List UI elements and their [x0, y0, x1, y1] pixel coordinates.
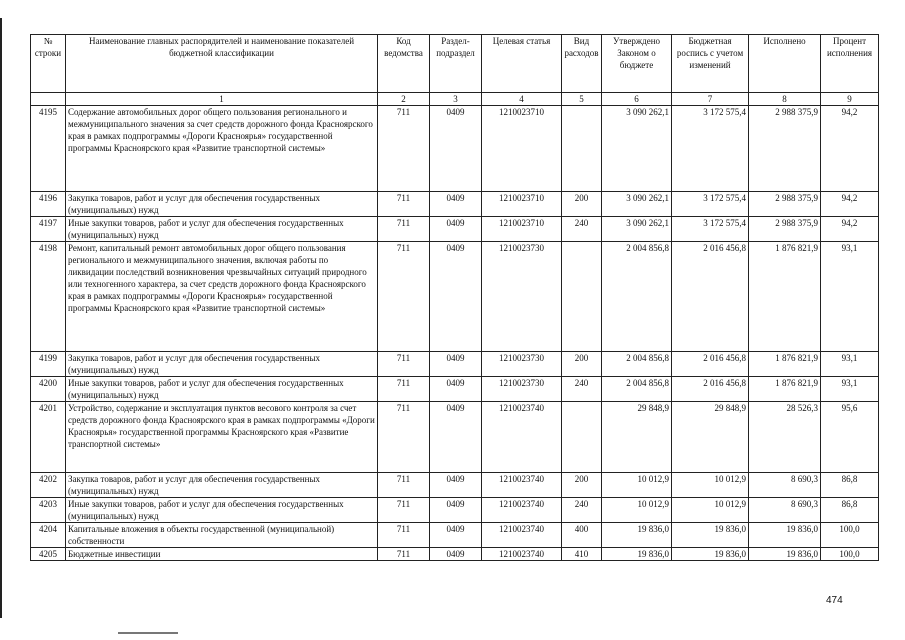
header-row-number: № строки: [31, 35, 66, 93]
executed-amount-cell: 1 876 821,9: [749, 352, 821, 377]
row-number-cell: 4199: [31, 352, 66, 377]
header-target-article: Целевая статья: [482, 35, 562, 93]
header-percent: Процент исполнения: [821, 35, 879, 93]
row-name-cell: Бюджетные инвестиции: [66, 548, 378, 561]
section-cell: 0409: [430, 106, 482, 192]
column-number: 4: [482, 93, 562, 106]
percent-cell: 86,8: [821, 498, 879, 523]
budget-list-amount-cell: 2 016 456,8: [672, 352, 749, 377]
approved-amount-cell: 2 004 856,8: [602, 377, 672, 402]
row-name-cell: Иные закупки товаров, работ и услуг для обеспечения государственных (муниципальных) нужд: [66, 498, 378, 523]
header-row: [31, 35, 879, 93]
row-name-cell: Закупка товаров, работ и услуг для обеспечения государственных (муниципальных) нужд: [66, 473, 378, 498]
section-cell: 0409: [430, 548, 482, 561]
percent-cell: 93,1: [821, 377, 879, 402]
header-department-code: Код ведомства: [378, 35, 430, 93]
table-row: [31, 498, 879, 523]
executed-amount-cell: 8 690,3: [749, 498, 821, 523]
section-cell: 0409: [430, 242, 482, 352]
department-code-cell: 711: [378, 377, 430, 402]
executed-amount-cell: 2 988 375,9: [749, 106, 821, 192]
row-number-cell: 4202: [31, 473, 66, 498]
budget-list-amount-cell: 10 012,9: [672, 498, 749, 523]
page-number: 474: [826, 595, 843, 606]
column-number-blank: [31, 93, 66, 106]
approved-amount-cell: 3 090 262,1: [602, 106, 672, 192]
target-article-cell: 1210023710: [482, 217, 562, 242]
section-cell: 0409: [430, 498, 482, 523]
approved-amount-cell: 10 012,9: [602, 498, 672, 523]
column-number: 1: [66, 93, 378, 106]
expense-type-cell: [562, 242, 602, 352]
approved-amount-cell: 10 012,9: [602, 473, 672, 498]
approved-amount-cell: 3 090 262,1: [602, 217, 672, 242]
header-executed: Исполнено: [749, 35, 821, 93]
executed-amount-cell: 19 836,0: [749, 523, 821, 548]
percent-cell: 100,0: [821, 548, 879, 561]
budget-list-amount-cell: 10 012,9: [672, 473, 749, 498]
left-scan-edge: [0, 18, 2, 618]
expense-type-cell: 240: [562, 498, 602, 523]
department-code-cell: 711: [378, 473, 430, 498]
column-number: 5: [562, 93, 602, 106]
header-name: Наименование главных распорядителей и наименование показателей бюджетной классификации: [66, 35, 378, 93]
row-name-cell: Иные закупки товаров, работ и услуг для обеспечения государственных (муниципальных) нужд: [66, 377, 378, 402]
section-cell: 0409: [430, 192, 482, 217]
department-code-cell: 711: [378, 106, 430, 192]
section-cell: 0409: [430, 352, 482, 377]
column-number: 8: [749, 93, 821, 106]
table-row: [31, 402, 879, 473]
department-code-cell: 711: [378, 523, 430, 548]
budget-list-amount-cell: 3 172 575,4: [672, 217, 749, 242]
percent-cell: 94,2: [821, 192, 879, 217]
budget-table: [30, 34, 879, 561]
target-article-cell: 1210023730: [482, 352, 562, 377]
target-article-cell: 1210023710: [482, 192, 562, 217]
budget-list-amount-cell: 29 848,9: [672, 402, 749, 473]
target-article-cell: 1210023740: [482, 498, 562, 523]
table-row: [31, 548, 879, 561]
expense-type-cell: 200: [562, 473, 602, 498]
approved-amount-cell: 29 848,9: [602, 402, 672, 473]
department-code-cell: 711: [378, 352, 430, 377]
row-name-cell: Устройство, содержание и эксплуатация пунктов весового контроля за счет средств дорожного фонда Красноярского края в рамках подпрограммы «Дороги Красноярья» государственной программы Красноярского края «Развитие транспортной системы»: [66, 402, 378, 473]
approved-amount-cell: 3 090 262,1: [602, 192, 672, 217]
row-number-cell: 4205: [31, 548, 66, 561]
row-name-cell: Ремонт, капитальный ремонт автомобильных дорог общего пользования регионального и межмуниципального значения, включая работы по ликвидации последствий возникновения чрезвычайных ситуаций природного или техногенного характера, за счет средств дорожного фонда Красноярского края в рамках подпрограммы «Дороги Красноярья» государственной программы Красноярского края «Развитие транспортной системы»: [66, 242, 378, 352]
expense-type-cell: 200: [562, 352, 602, 377]
executed-amount-cell: 19 836,0: [749, 548, 821, 561]
target-article-cell: 1210023730: [482, 377, 562, 402]
percent-cell: 94,2: [821, 106, 879, 192]
target-article-cell: 1210023740: [482, 548, 562, 561]
table-body: [31, 106, 879, 561]
section-cell: 0409: [430, 402, 482, 473]
executed-amount-cell: 1 876 821,9: [749, 377, 821, 402]
column-number: 9: [821, 93, 879, 106]
percent-cell: 86,8: [821, 473, 879, 498]
expense-type-cell: [562, 402, 602, 473]
executed-amount-cell: 8 690,3: [749, 473, 821, 498]
section-cell: 0409: [430, 377, 482, 402]
column-number-row: [31, 93, 879, 106]
executed-amount-cell: 1 876 821,9: [749, 242, 821, 352]
approved-amount-cell: 19 836,0: [602, 523, 672, 548]
header-section: Раздел-подраздел: [430, 35, 482, 93]
executed-amount-cell: 28 526,3: [749, 402, 821, 473]
approved-amount-cell: 19 836,0: [602, 548, 672, 561]
column-number: 2: [378, 93, 430, 106]
approved-amount-cell: 2 004 856,8: [602, 352, 672, 377]
row-number-cell: 4198: [31, 242, 66, 352]
row-name-cell: Иные закупки товаров, работ и услуг для обеспечения государственных (муниципальных) нужд: [66, 217, 378, 242]
target-article-cell: 1210023710: [482, 106, 562, 192]
column-number: 7: [672, 93, 749, 106]
table-row: [31, 192, 879, 217]
percent-cell: 100,0: [821, 523, 879, 548]
percent-cell: 93,1: [821, 242, 879, 352]
department-code-cell: 711: [378, 242, 430, 352]
department-code-cell: 711: [378, 498, 430, 523]
target-article-cell: 1210023740: [482, 473, 562, 498]
row-number-cell: 4195: [31, 106, 66, 192]
expense-type-cell: 410: [562, 548, 602, 561]
expense-type-cell: [562, 106, 602, 192]
table-row: [31, 242, 879, 352]
row-number-cell: 4200: [31, 377, 66, 402]
row-number-cell: 4203: [31, 498, 66, 523]
section-cell: 0409: [430, 473, 482, 498]
section-cell: 0409: [430, 523, 482, 548]
row-name-cell: Содержание автомобильных дорог общего пользования регионального и межмуниципального значения за счет средств дорожного фонда Красноярского края в рамках подпрограммы «Дороги Красноярья» государственной программы Красноярского края «Развитие транспортной системы»: [66, 106, 378, 192]
expense-type-cell: 240: [562, 377, 602, 402]
approved-amount-cell: 2 004 856,8: [602, 242, 672, 352]
target-article-cell: 1210023740: [482, 523, 562, 548]
budget-list-amount-cell: 3 172 575,4: [672, 192, 749, 217]
row-name-cell: Капитальные вложения в объекты государственной (муниципальной) собственности: [66, 523, 378, 548]
column-number: 3: [430, 93, 482, 106]
expense-type-cell: 200: [562, 192, 602, 217]
target-article-cell: 1210023740: [482, 402, 562, 473]
percent-cell: 94,2: [821, 217, 879, 242]
table-row: [31, 473, 879, 498]
header-approved: Утверждено Законом о бюджете: [602, 35, 672, 93]
row-name-cell: Закупка товаров, работ и услуг для обеспечения государственных (муниципальных) нужд: [66, 192, 378, 217]
table-row: [31, 106, 879, 192]
target-article-cell: 1210023730: [482, 242, 562, 352]
department-code-cell: 711: [378, 217, 430, 242]
budget-list-amount-cell: 19 836,0: [672, 523, 749, 548]
column-number: 6: [602, 93, 672, 106]
row-number-cell: 4197: [31, 217, 66, 242]
percent-cell: 95,6: [821, 402, 879, 473]
table-row: [31, 217, 879, 242]
department-code-cell: 711: [378, 192, 430, 217]
table-row: [31, 377, 879, 402]
row-number-cell: 4196: [31, 192, 66, 217]
budget-list-amount-cell: 2 016 456,8: [672, 242, 749, 352]
header-expense-type: Вид расходов: [562, 35, 602, 93]
table-row: [31, 352, 879, 377]
executed-amount-cell: 2 988 375,9: [749, 192, 821, 217]
budget-list-amount-cell: 2 016 456,8: [672, 377, 749, 402]
table-row: [31, 523, 879, 548]
budget-list-amount-cell: 19 836,0: [672, 548, 749, 561]
percent-cell: 93,1: [821, 352, 879, 377]
row-number-cell: 4201: [31, 402, 66, 473]
executed-amount-cell: 2 988 375,9: [749, 217, 821, 242]
row-name-cell: Закупка товаров, работ и услуг для обеспечения государственных (муниципальных) нужд: [66, 352, 378, 377]
scan-artifact-line: [118, 632, 178, 634]
expense-type-cell: 400: [562, 523, 602, 548]
department-code-cell: 711: [378, 548, 430, 561]
section-cell: 0409: [430, 217, 482, 242]
row-number-cell: 4204: [31, 523, 66, 548]
expense-type-cell: 240: [562, 217, 602, 242]
header-budget-list: Бюджетная роспись с учетом изменений: [672, 35, 749, 93]
department-code-cell: 711: [378, 402, 430, 473]
budget-list-amount-cell: 3 172 575,4: [672, 106, 749, 192]
